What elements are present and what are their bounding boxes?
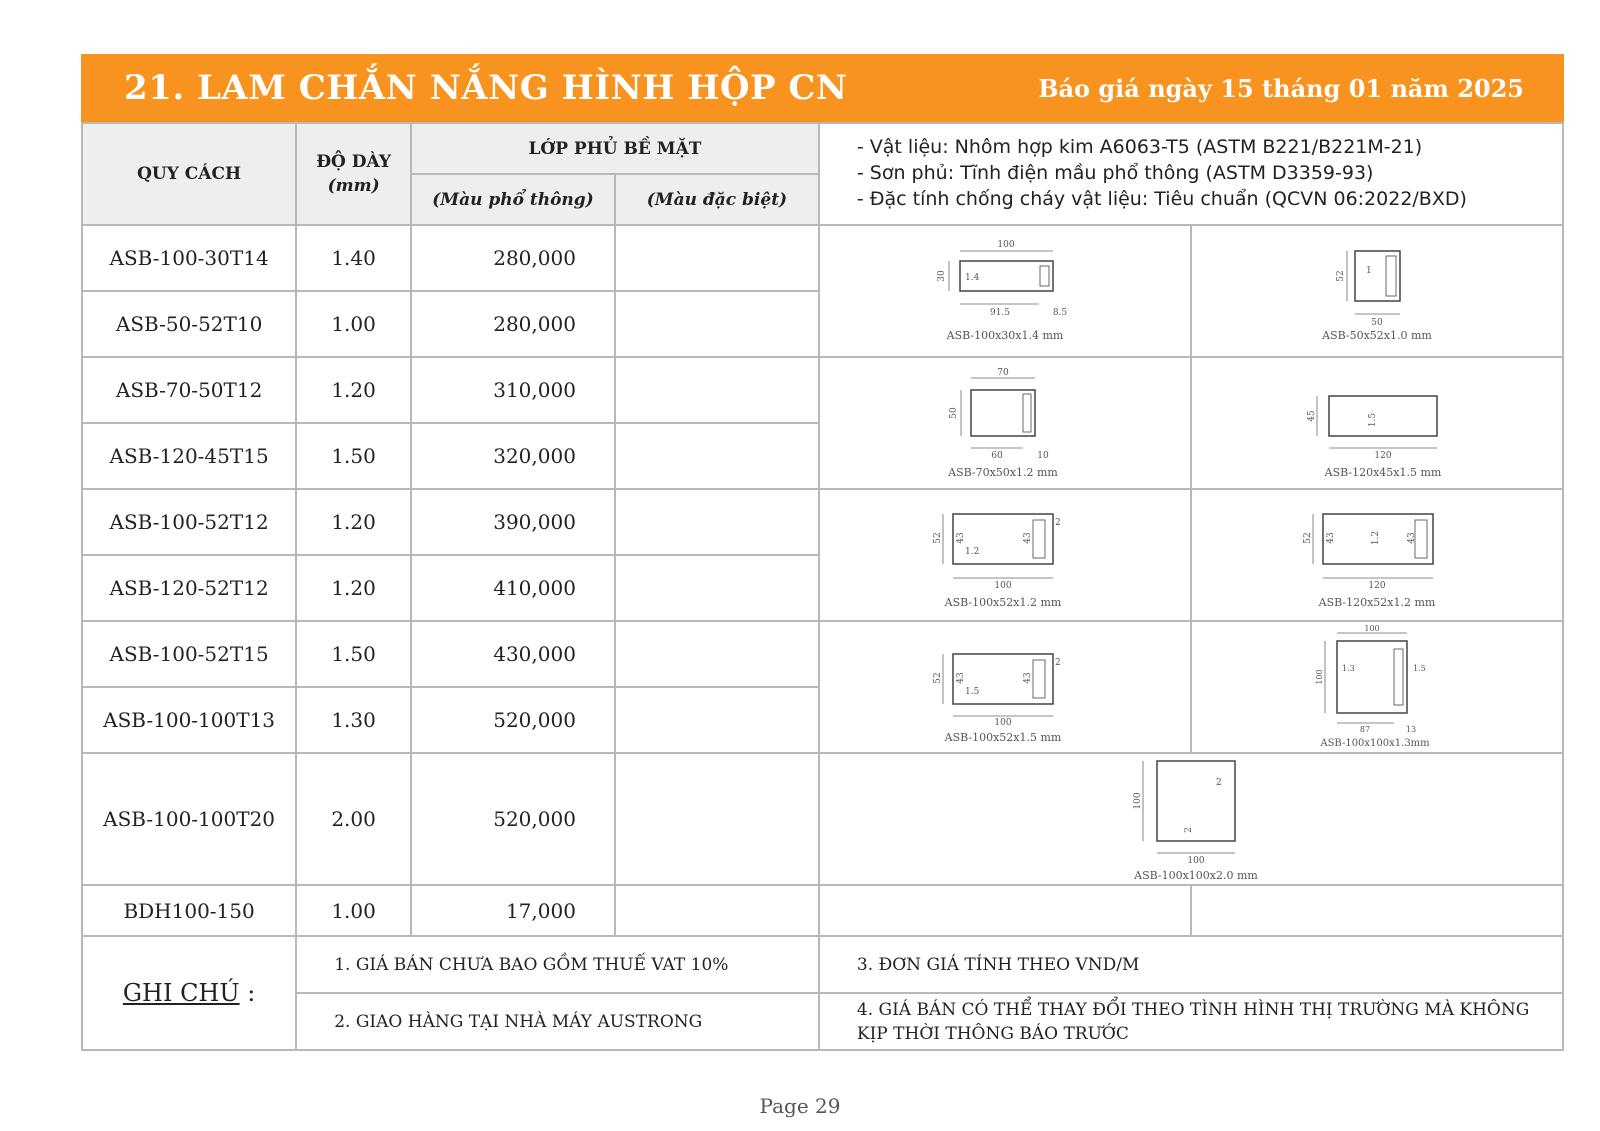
price-special [615,885,819,936]
header-common-color: (Màu phổ thông) [411,174,615,225]
svg-text:52: 52 [1302,531,1313,544]
drawing-caption: ASB-100x30x1.4 mm [946,329,1064,342]
drawing-cell [1191,357,1563,489]
price-common: 430,000 [411,621,615,687]
svg-text:1: 1 [1365,266,1372,276]
note-item: 3. ĐƠN GIÁ TÍNH THEO VND/M [819,936,1563,993]
table-row [82,621,1563,687]
svg-text:1.5: 1.5 [964,686,980,697]
product-code: ASB-100-52T15 [82,621,296,687]
svg-text:120: 120 [1368,580,1386,591]
table-row [82,489,1563,555]
profile-drawing-icon [915,366,1095,481]
svg-text:52: 52 [1335,270,1346,282]
price-common: 520,000 [411,687,615,753]
svg-text:52: 52 [932,671,943,684]
drawing-caption: ASB-100x52x1.5 mm [944,730,1062,744]
drawing-caption: ASB-100x52x1.2 mm [944,595,1062,609]
profile-drawing-icon [1287,236,1467,346]
spec-line: - Đặc tính chống cháy vật liệu: Tiêu chuẩn (QCVN 06:2022/BXD) [856,188,1467,210]
drawing-caption: ASB-70x50x1.2 mm [948,465,1058,479]
drawing-cell [819,753,1563,885]
thickness-value: 1.00 [296,291,411,357]
profile-drawing-icon [1287,625,1467,750]
table-row [82,753,1563,885]
profile-drawing-icon [1101,755,1281,883]
drawing-caption: ASB-120x52x1.2 mm [1318,595,1436,609]
svg-text:50: 50 [948,406,959,419]
profile-drawing-icon [915,630,1095,745]
svg-text:50: 50 [1371,318,1383,328]
price-special [615,687,819,753]
svg-text:70: 70 [997,367,1009,378]
price-special [615,423,819,489]
page-header [81,54,1564,122]
svg-text:43: 43 [1022,531,1033,544]
svg-text:100: 100 [1314,668,1324,685]
drawing-cell [819,489,1191,621]
price-special [615,357,819,423]
notes-row [82,993,1563,1050]
note-item: 2. GIAO HÀNG TẠI NHÀ MÁY AUSTRONG [296,993,819,1050]
svg-text:43: 43 [1406,531,1417,544]
price-special [615,555,819,621]
notes-label [82,936,296,1050]
svg-text:43: 43 [1022,671,1033,684]
price-common: 390,000 [411,489,615,555]
svg-text:30: 30 [936,270,947,282]
profile-drawing-icon [915,236,1095,346]
product-code: ASB-70-50T12 [82,357,296,423]
header-thickness-unit: (mm) [327,176,380,196]
price-special [615,225,819,291]
drawing-cell [819,621,1191,753]
price-common: 280,000 [411,291,615,357]
header-special-color: (Màu đặc biệt) [615,174,819,225]
svg-text:10: 10 [1037,450,1049,461]
price-special [615,753,819,885]
svg-text:52: 52 [932,531,943,544]
page-number: Page 29 [759,1094,841,1118]
svg-text:100: 100 [1364,624,1380,633]
price-special [615,291,819,357]
thickness-value: 1.30 [296,687,411,753]
svg-text:1.3: 1.3 [1341,663,1355,673]
drawing-caption: ASB-100x100x2.0 mm [1134,869,1258,882]
notes-row [82,936,1563,993]
thickness-value: 1.50 [296,621,411,687]
drawing-cell [819,885,1191,936]
product-code: ASB-120-45T15 [82,423,296,489]
svg-text:100: 100 [1187,856,1205,866]
profile-drawing-icon [1287,366,1467,481]
svg-text:100: 100 [997,240,1015,250]
svg-text:2: 2 [1054,657,1061,668]
thickness-value: 1.20 [296,489,411,555]
svg-text:100: 100 [994,717,1012,728]
drawing-caption: ASB-50x52x1.0 mm [1322,329,1432,342]
drawing-cell [819,357,1191,489]
svg-text:2: 2 [1183,827,1194,833]
svg-text:1.2: 1.2 [1370,530,1381,545]
thickness-value: 1.20 [296,555,411,621]
profile-drawing-icon [915,498,1095,613]
notes-title: GHI CHÚ [122,979,240,1007]
price-common: 310,000 [411,357,615,423]
material-specs [819,123,1563,225]
profile-drawing-icon [1287,498,1467,613]
table-row [82,357,1563,423]
svg-text:2: 2 [1215,778,1222,788]
thickness-value: 1.50 [296,423,411,489]
quote-date: Báo giá ngày 15 tháng 01 năm 2025 [1038,73,1524,103]
svg-text:13: 13 [1405,724,1417,734]
svg-text:1.2: 1.2 [964,546,980,557]
spec-line: - Sơn phủ: Tĩnh điện mầu phổ thông (ASTM D3359-93) [856,162,1374,184]
header-spec: QUY CÁCH [82,123,296,225]
svg-text:120: 120 [1374,450,1392,461]
product-code: BDH100-150 [82,885,296,936]
svg-text:43: 43 [955,671,966,684]
svg-text:91.5: 91.5 [989,308,1010,318]
drawing-caption: ASB-100x100x1.3mm [1320,737,1430,749]
drawing-cell [1191,489,1563,621]
product-code: ASB-100-30T14 [82,225,296,291]
table-row [82,885,1563,936]
thickness-value: 1.20 [296,357,411,423]
price-common: 280,000 [411,225,615,291]
svg-text:45: 45 [1306,409,1317,422]
price-common: 17,000 [411,885,615,936]
product-code: ASB-50-52T10 [82,291,296,357]
note-item: 4. GIÁ BÁN CÓ THỂ THAY ĐỔI THEO TÌNH HÌNH THỊ TRƯỜNG MÀ KHÔNG KỊP THỜI THÔNG BÁO TRƯỚC [819,993,1563,1050]
svg-text:60: 60 [991,450,1003,461]
price-special [615,621,819,687]
thickness-value: 1.40 [296,225,411,291]
product-code: ASB-100-100T13 [82,687,296,753]
note-item: 1. GIÁ BÁN CHƯA BAO GỒM THUẾ VAT 10% [296,936,819,993]
table-row [82,225,1563,291]
drawing-cell [1191,225,1563,357]
spec-line: - Vật liệu: Nhôm hợp kim A6063-T5 (ASTM B221/B221M-21) [856,136,1423,158]
svg-text:100: 100 [994,580,1012,591]
header-thickness-label: ĐỘ DÀY [316,152,391,172]
price-table [81,122,1564,1051]
product-code: ASB-120-52T12 [82,555,296,621]
svg-text:87: 87 [1359,724,1371,734]
header-thickness [296,123,411,225]
page-title: 21. LAM CHẮN NẮNG HÌNH HỘP CN [124,68,848,108]
price-special [615,489,819,555]
thickness-value: 1.00 [296,885,411,936]
svg-text:43: 43 [955,531,966,544]
svg-text:1.5: 1.5 [1367,412,1378,427]
svg-text:100: 100 [1132,792,1143,810]
product-code: ASB-100-100T20 [82,753,296,885]
drawing-caption: ASB-120x45x1.5 mm [1324,465,1442,479]
price-common: 410,000 [411,555,615,621]
svg-text:8.5: 8.5 [1052,308,1068,318]
notes-colon: : [247,979,256,1007]
svg-text:2: 2 [1054,517,1061,528]
drawing-cell [1191,621,1563,753]
drawing-cell [1191,885,1563,936]
product-code: ASB-100-52T12 [82,489,296,555]
header-coating: LỚP PHỦ BỀ MẶT [411,123,819,174]
price-common: 520,000 [411,753,615,885]
svg-text:43: 43 [1325,531,1336,544]
svg-text:1.5: 1.5 [1412,663,1426,673]
drawing-cell [819,225,1191,357]
svg-text:1.4: 1.4 [964,273,980,283]
thickness-value: 2.00 [296,753,411,885]
price-common: 320,000 [411,423,615,489]
